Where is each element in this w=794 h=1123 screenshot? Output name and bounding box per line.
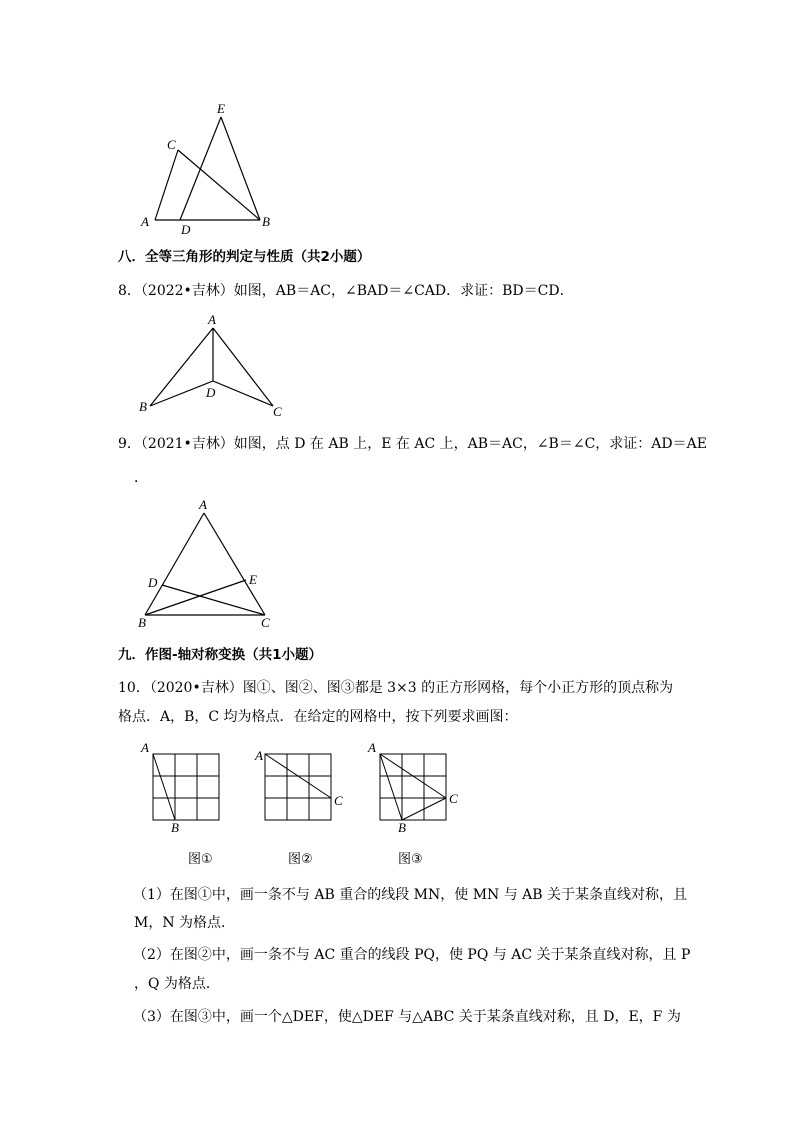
- segment-ac: [213, 328, 273, 406]
- label-b: B: [398, 820, 406, 835]
- part-1-text: （1）在图①中，画一条不与 AB 重合的线段 MN，使 MN 与 AB 关于某条直线对称，且: [133, 887, 688, 903]
- caption-figure-3: 图③: [398, 852, 423, 867]
- section-heading-9: 九．作图-轴对称变换（共1小题）: [118, 647, 322, 663]
- part-2-text: （2）在图②中，画一条不与 AC 重合的线段 PQ，使 PQ 与 AC 关于某条直线对称，且 P: [133, 947, 691, 963]
- label-b: B: [139, 399, 147, 414]
- caption-figure-1: 图①: [188, 852, 213, 867]
- grid-figure-1: [138, 740, 228, 835]
- segment-ab: [380, 754, 402, 820]
- segment-ab: [150, 328, 213, 406]
- label-e: E: [217, 101, 225, 116]
- label-a: A: [368, 740, 376, 755]
- figure-q8: [130, 308, 300, 423]
- grid-border: [265, 754, 331, 820]
- label-b: B: [138, 615, 146, 630]
- question-10-text-cont: 格点．A，B，C 均为格点．在给定的网格中，按下列要求画图：: [118, 709, 518, 725]
- part-1-text-cont: M，N 为格点．: [134, 915, 236, 931]
- grid-figure-2: [250, 740, 355, 835]
- question-9-text: 9．（2021•吉林）如图，点 D 在 AB 上，E 在 AC 上，AB＝AC，∠B＝∠C，求证：AD＝AE: [118, 436, 707, 452]
- question-9-text-cont: ．: [134, 470, 148, 486]
- label-a: A: [199, 497, 207, 512]
- label-c: C: [261, 615, 270, 630]
- question-8-text: 8．（2022•吉林）如图，AB＝AC，∠BAD＝∠CAD．求证：BD＝CD．: [118, 283, 574, 299]
- label-d: D: [181, 222, 191, 237]
- segment-ab: [153, 754, 175, 820]
- figure-top: [130, 95, 290, 240]
- grid-border: [380, 754, 446, 820]
- segment-eb: [221, 117, 260, 220]
- label-c: C: [273, 404, 282, 419]
- grid-figure-3: [365, 740, 470, 835]
- segment-cb: [178, 150, 260, 220]
- label-a: A: [141, 740, 149, 755]
- figure-q9: [130, 495, 290, 635]
- label-c: C: [449, 791, 458, 806]
- grid-border: [153, 754, 219, 820]
- question-10-text: 10．（2020•吉林）图①、图②、图③都是 3×3 的正方形网格，每个小正方形的顶点称为: [118, 680, 674, 696]
- part-3-text: （3）在图③中，画一个△DEF，使△DEF 与△ABC 关于某条直线对称，且 D，E，F 为: [133, 1009, 681, 1025]
- label-b: B: [262, 214, 270, 229]
- label-d: D: [148, 575, 158, 590]
- caption-figure-2: 图②: [288, 852, 313, 867]
- label-b: B: [171, 820, 179, 835]
- section-heading-8: 八．全等三角形的判定与性质（共2小题）: [118, 249, 371, 265]
- segment-ab: [145, 513, 204, 615]
- label-a: A: [255, 748, 263, 763]
- label-c: C: [334, 793, 343, 808]
- label-d: D: [206, 385, 216, 400]
- label-a: A: [208, 312, 216, 327]
- segment-ac: [155, 150, 178, 220]
- segment-de: [180, 117, 221, 220]
- label-e: E: [249, 572, 257, 587]
- part-2-text-cont: ，Q 为格点．: [134, 976, 220, 992]
- segment-be: [145, 580, 246, 615]
- label-c: C: [167, 137, 176, 152]
- label-a: A: [141, 214, 149, 229]
